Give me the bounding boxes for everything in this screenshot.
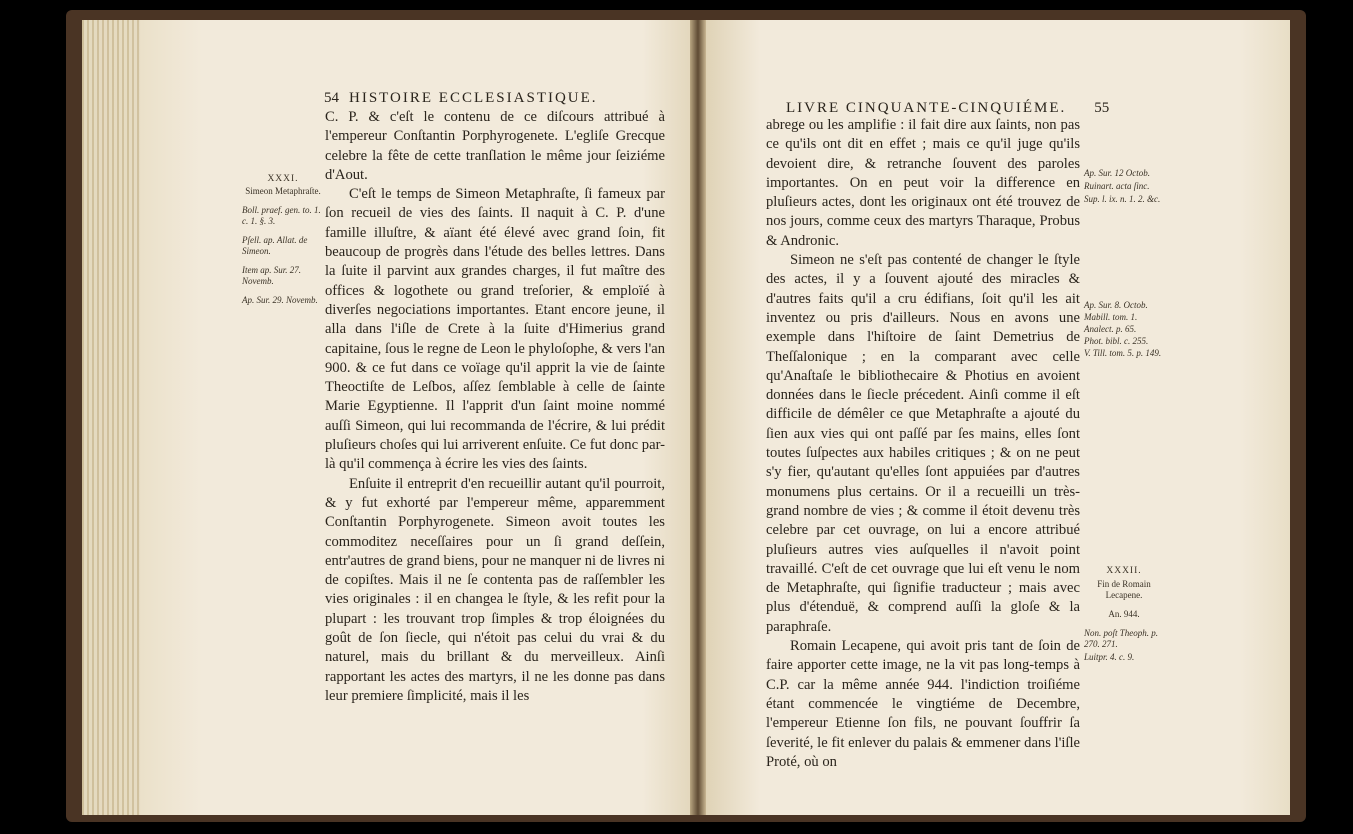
paragraph: Enſuite il entreprit d'en recueillir autant qu'il pourroit, & y fut exhorté par l'empereur même, apparemment Conſtantin Porphyrogenete. Simeon avoit toutes les commoditez neceſſaires pour un ſi grand deſſein, entr'autres de grand biens, pour ne manquer ni de livres ni de copiſtes. Mais il ne ſe contenta pas de raſſembler les vies originales : il en changea le ſtyle, & les refit pour la plupart : les trouvant trop ſimples & trop éloignées du goût de ſon ſiecle, qui n'étoit pas celui du vrai & du naturel, mais du brillant & du merveilleux. Ainſi rapportant les actes des martyrs, il ne les donne pas dans leur premiere ſimplicité, mais il les bbox=[325, 475, 665, 704]
margin-note: XXXI. bbox=[267, 174, 299, 184]
right-running-title: LIVRE CINQUANTE-CINQUIÉME. bbox=[786, 100, 1067, 116]
margin-note: Boll. praef. gen. to. 1. c. 1. §. 3. bbox=[242, 205, 321, 226]
right-margin-notes-mid bbox=[1084, 300, 1164, 367]
margin-note: Ap. Sur. 12 Octob. bbox=[1084, 168, 1150, 178]
margin-note: Ruinart. acta ſinc. bbox=[1084, 181, 1150, 191]
margin-note: V. Till. tom. 5. p. 149. bbox=[1084, 348, 1162, 358]
paragraph: C'eſt le temps de Simeon Metaphraſte, ſi fameux par ſon recueil de vies des ſaints. Il naquit à C. P. d'une famille illuſtre, & aïant été élevé avec grand ſoin, fit beaucoup de progrès dans l'étude des belles lettres. Dans la ſuite il parvint aux grandes charges, il fut maître des offices & logothete ou grand treſorier, & emploïé à diverſes negociations importantes. Etant encore jeune, il alla dans l'iſle de Crete à la ſuite d'Himerius grand capitaine, ſous le regne de Leon le phyloſophe, & vers l'an 900. & ce fut dans ce voïage qu'il apprit la vie de ſainte Theoctiſte de Leſbos, aſſez ſemblable à celle de ſainte Marie Egyptienne. Il l'apprit d'un ſaint moine nommé auſſi Simeon, qui lui recommanda de l'écrire, & lui prédit pluſieurs choſes qui lui arriverent enſuite. Ce fut donc par-là qu'il commença à écrire les vies des ſaints. bbox=[325, 186, 665, 473]
margin-note: Luitpr. 4. c. 9. bbox=[1084, 652, 1135, 662]
margin-note: Sup. l. ix. n. 1. 2. &c. bbox=[1084, 194, 1161, 204]
margin-note: Analect. p. 65. bbox=[1084, 324, 1137, 334]
left-running-head bbox=[324, 90, 598, 107]
right-running-head bbox=[786, 100, 1109, 117]
margin-note: Item ap. Sur. 27. Novemb. bbox=[242, 265, 301, 286]
left-running-title: HISTOIRE ECCLESIASTIQUE. bbox=[349, 90, 598, 106]
left-page bbox=[82, 20, 694, 815]
margin-note: An. 944. bbox=[1108, 609, 1140, 619]
right-text-block bbox=[766, 116, 1080, 772]
paragraph: Simeon ne s'eſt pas contenté de changer le ſtyle des actes, il y a ſouvent ajouté des miracles & d'autres faits qu'il a cru édifians, ſoit qu'il les ait inventez ou pris d'ailleurs. Nous en avons une exemple dans l'hiſtoire de ſaint Demetrius de Theſſalonique ; en la comparant avec celle qu'Anaſtaſe le bibliothecaire & Photius en avoient données dans le ſiecle précedent. Ainſi comme il eſt difficile de démêler ce que Metaphraſte a ajouté du ſien aux vies qui ont paſſé par ſes mains, elles ſont toutes ſuſpectes aux habiles critiques ; & on ne peut s'y fier, qu'autant qu'elles ſont appuiées par d'autres monumens plus certains. Or il a recueilli un très-grand nombre de vies ; & comme il étoit devenu très celebre par cet ouvrage, on lui a encore attribué pluſieurs autres vies auſquelles il n'avoit point travaillé. C'eſt de cet ouvrage que lui eſt venu le nom de Metaphraſte, qui ſignifie traducteur ; mais avec plus d'étenduë, & comprend auſſi la gloſe & la paraphraſe. bbox=[766, 252, 1080, 635]
margin-note: Fin de Romain Lecapene. bbox=[1097, 579, 1151, 600]
left-page-number: 54 bbox=[324, 90, 339, 106]
right-margin-notes-bottom bbox=[1084, 566, 1164, 671]
margin-note: Phot. bibl. c. 255. bbox=[1084, 336, 1149, 346]
right-margin-notes-top bbox=[1084, 168, 1164, 213]
margin-note: Pſell. ap. Allat. de Simeon. bbox=[242, 235, 308, 256]
margin-note: Mabill. tom. 1. bbox=[1084, 312, 1138, 322]
book-gutter bbox=[690, 20, 706, 815]
margin-note: Simeon Metaphraſte. bbox=[245, 186, 321, 196]
paragraph: abrege ou les amplifie : il fait dire aux ſaints, non pas ce qu'ils ont dit en effet ; mais ce qu'il juge qu'ils devoient dire, & retranche ſouvent des paroles importantes. On en peut voir la difference en pluſieurs actes, dont les originaux ont été trouvez de nos jours, comme ceux des martyrs Tharaque, Probus & Andronic. bbox=[766, 117, 1080, 249]
right-page bbox=[700, 20, 1290, 815]
page-edges bbox=[82, 20, 140, 815]
left-text-block bbox=[325, 108, 665, 706]
paragraph: C. P. & c'eſt le contenu de ce diſcours attribué à l'empereur Conſtantin Porphyrogenete. L'egliſe Grecque celebre la fête de cette tranſlation le même jour ſeiziéme d'Aout. bbox=[325, 109, 665, 183]
margin-note: Non. poſt Theoph. p. 270. 271. bbox=[1084, 628, 1159, 649]
right-page-number: 55 bbox=[1094, 100, 1110, 116]
margin-note: Ap. Sur. 29. Novemb. bbox=[242, 295, 318, 305]
left-margin-notes bbox=[242, 174, 324, 314]
margin-note: Ap. Sur. 8. Octob. bbox=[1084, 300, 1148, 310]
margin-note: XXXII. bbox=[1106, 566, 1142, 576]
paragraph: Romain Lecapene, qui avoit pris tant de ſoin de faire apporter cette image, ne la vit pas long-temps à C.P. car la même année 944. l'indiction troiſiéme étant commencée le vingtiéme de Decembre, l'empereur Etienne ſon fils, ne pouvant ſouffrir ſa ſeverité, le fit enlever du palais & emmener dans l'iſle Proté, où on bbox=[766, 638, 1080, 770]
